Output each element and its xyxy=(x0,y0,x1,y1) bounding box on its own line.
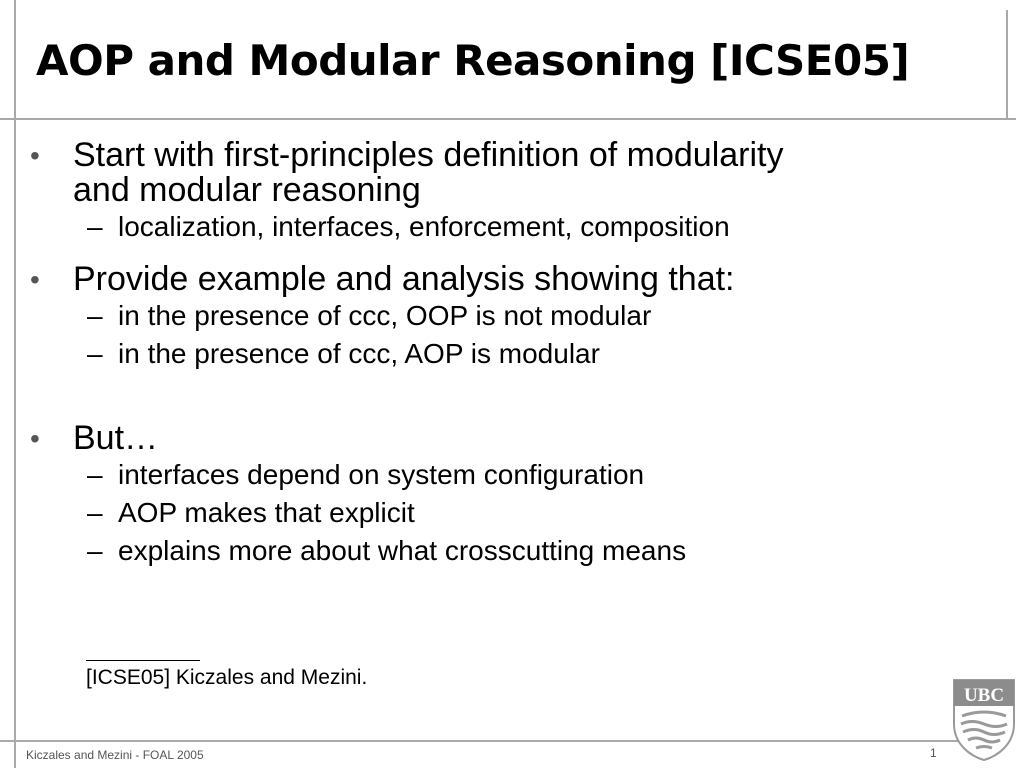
footnote: [ICSE05] Kiczales and Mezini. xyxy=(86,666,368,689)
dash-icon: – xyxy=(87,338,103,369)
footer-text: Kiczales and Mezini - FOAL 2005 xyxy=(26,748,204,762)
sub-bullet-item xyxy=(30,456,960,494)
right-title-border-line xyxy=(1006,10,1008,118)
bullet-item xyxy=(30,421,960,456)
sub-bullet-text: in the presence of ccc, AOP is modular xyxy=(118,338,600,369)
bullet-item xyxy=(30,138,960,208)
logo-text: UBC xyxy=(963,685,1005,706)
sub-bullet-text: AOP makes that explicit xyxy=(118,497,415,528)
dash-icon: – xyxy=(87,497,103,528)
bullet-text: But… xyxy=(73,419,159,457)
bullet-dot-icon: • xyxy=(30,140,40,171)
dash-icon: – xyxy=(87,300,103,331)
sub-bullet-text: explains more about what crosscutting means xyxy=(118,535,687,566)
sub-bullet-item xyxy=(30,208,960,246)
sub-bullet-text: localization, interfaces, enforcement, composition xyxy=(118,211,730,242)
bullet-dot-icon: • xyxy=(30,264,40,295)
slide-body xyxy=(30,138,960,570)
bullet-text-continued: and modular reasoning xyxy=(73,171,421,209)
page-number: 1 xyxy=(930,746,937,760)
bullet-text: Provide example and analysis showing that: xyxy=(73,260,735,298)
ubc-crest-icon xyxy=(952,678,1016,762)
footer-divider xyxy=(0,740,1000,742)
slide-title: AOP and Modular Reasoning [ICSE05] xyxy=(36,36,910,85)
title-divider xyxy=(0,118,1016,120)
dash-icon: – xyxy=(87,459,103,490)
left-border-line xyxy=(14,0,16,768)
sub-bullet-item xyxy=(30,297,960,335)
footnote-separator xyxy=(86,660,200,661)
sub-bullet-item xyxy=(30,494,960,532)
bullet-dot-icon: • xyxy=(30,423,40,454)
sub-bullet-text: interfaces depend on system configuration xyxy=(118,459,645,490)
sub-bullet-text: in the presence of ccc, OOP is not modular xyxy=(118,300,652,331)
dash-icon: – xyxy=(87,535,103,566)
sub-bullet-item xyxy=(30,335,960,373)
sub-bullet-item xyxy=(30,532,960,570)
dash-icon: – xyxy=(87,211,103,242)
bullet-text: Start with first-principles definition of modularity xyxy=(73,136,784,174)
bullet-item xyxy=(30,262,960,297)
